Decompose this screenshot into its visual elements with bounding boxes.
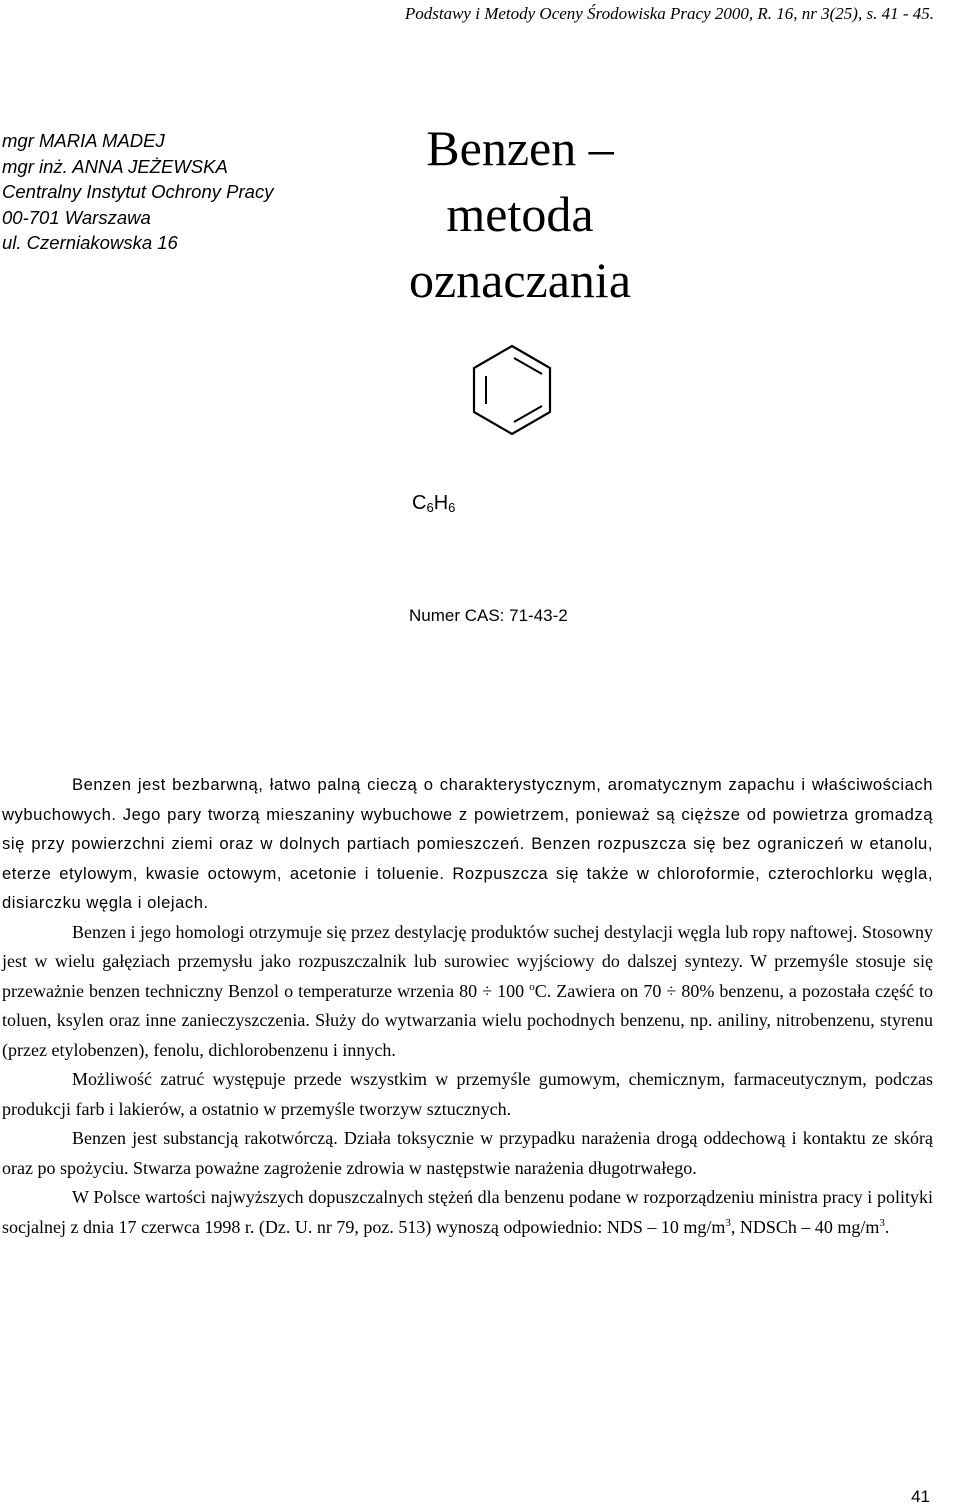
limits-text-c: . bbox=[884, 1216, 890, 1237]
paragraph-toxicity: Benzen jest substancją rakotwórczą. Działa toksycznie w przypadku narażenia drogą oddechową i kontaktu ze skórą oraz po spożyciu. Stwarza poważne zagrożenie zdrowia w następstwie narażenia długotrwałego. bbox=[2, 1128, 933, 1178]
formula-carbon: C bbox=[412, 492, 427, 514]
limits-text-b: , NDSCh – 40 mg/m bbox=[730, 1216, 880, 1237]
production-text-b: C. Zawiera on 70 ÷ 80% benzenu, a pozostała część to toluen, ksylen oraz inne zanieczyszczenia. Służy do wytwarzania wielu pochodnych benzenu, np. aniliny, nitrobenzenu, styrenu (przez etylobenzen), fenolu, dichlorobenzenu i innych. bbox=[2, 980, 933, 1060]
author-1: mgr MARIA MADEJ bbox=[2, 130, 165, 151]
title-line-1: Benzen – bbox=[426, 120, 614, 176]
journal-citation: Podstawy i Metody Oceny Środowiska Pracy 2000, R. 16, nr 3(25), s. 41 - 45. bbox=[404, 4, 934, 23]
formula-carbon-count: 6 bbox=[426, 500, 434, 515]
author-affiliation-block bbox=[2, 128, 273, 256]
degree-sign: o bbox=[529, 980, 535, 993]
paper-title bbox=[370, 115, 670, 313]
title-line-2: metoda oznaczania bbox=[408, 186, 632, 308]
paragraph-intro: Benzen jest bezbarwną, łatwo palną cieczą o charakterystycznym, aromatycznym zapachu i właściwościach wybuchowych. Jego pary tworzą mieszaniny wybuchowe z powietrzem, ponieważ są cięższe od powietrza gromadzą się przy powierzchni ziemi oraz w dolnych partiach pomieszczeń. Benzen rozpuszcza się bez ograniczeń w etanolu, eterze etylowym, kwasie octowym, acetonie i toluenie. Rozpuszcza się także w chloroformie, czterochlorku węgla, disiarczku węgla i olejach. bbox=[2, 775, 933, 912]
cubic-exponent-1: 3 bbox=[725, 1216, 731, 1229]
benzene-ring-structure bbox=[470, 344, 554, 436]
article-body bbox=[2, 770, 933, 1242]
limits-text-a: W Polsce wartości najwyższych dopuszczalnych stężeń dla benzenu podane w rozporządzeniu ministra pracy i polityki socjalnej z dnia 17 czerwca 1998 r. (Dz. U. nr 79, poz. 513) wynoszą odpowiednio: NDS – 10 mg/m bbox=[2, 1187, 933, 1237]
paragraph-limits bbox=[2, 1183, 933, 1242]
street-address: ul. Czerniakowska 16 bbox=[2, 232, 178, 253]
cas-number: Numer CAS: 71-43-2 bbox=[409, 606, 568, 625]
paragraph-exposure: Możliwość zatruć występuje przede wszystkim w przemyśle gumowym, chemicznym, farmaceutycznym, podczas produkcji farb i lakierów, a ostatnio w przemyśle tworzyw sztucznych. bbox=[2, 1069, 933, 1119]
postal-city: 00-701 Warszawa bbox=[2, 206, 151, 228]
cubic-exponent-2: 3 bbox=[879, 1216, 885, 1229]
formula-hydrogen-count: 6 bbox=[448, 500, 456, 515]
paragraph-production bbox=[2, 918, 933, 1066]
production-text-a: Benzen i jego homologi otrzymuje się przez destylację produktów suchej destylacji węgla lub ropy naftowej. Stosowny jest w wielu gałęziach przemysłu jako rozpuszczalnik lub surowiec wyjściowy do dalszej syntezy. W przemyśle stosuje się przeważnie benzen techniczny Benzol o temperaturze wrzenia 80 ÷ 100 bbox=[2, 921, 933, 1001]
author-2: mgr inż. ANNA JEŻEWSKA bbox=[2, 155, 228, 177]
institution: Centralny Instytut Ochrony Pracy bbox=[2, 181, 274, 202]
chemical-formula bbox=[412, 492, 455, 515]
formula-hydrogen: H bbox=[433, 492, 449, 514]
page-number: 41 bbox=[911, 1487, 930, 1506]
